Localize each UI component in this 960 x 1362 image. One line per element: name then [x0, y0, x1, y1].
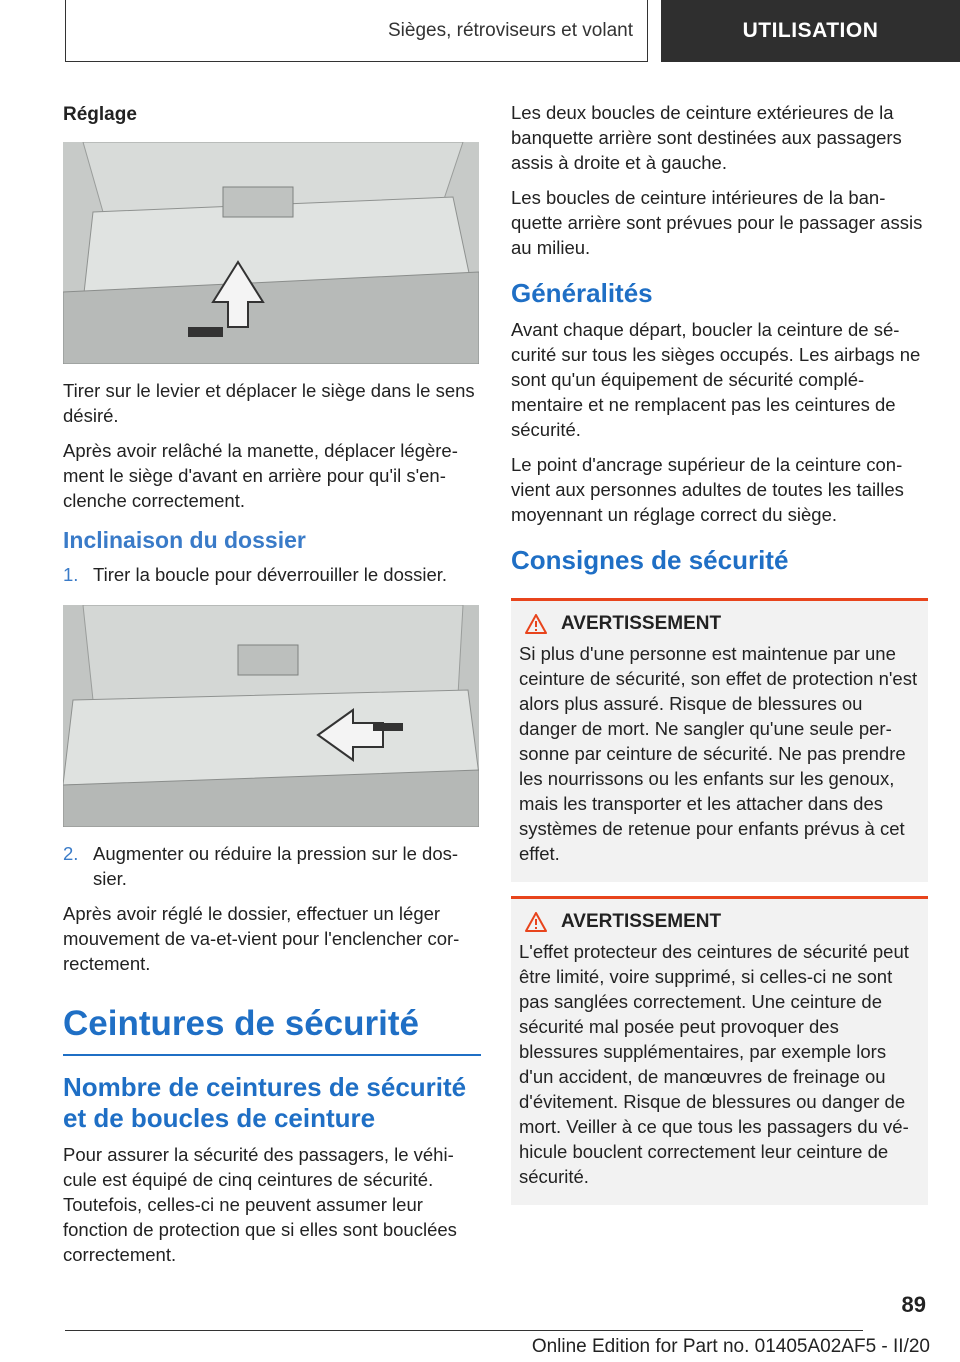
warning-title-1 [519, 613, 920, 635]
warning-title-text: AVERTISSEMENT [561, 613, 722, 634]
list-item [63, 562, 481, 587]
edition-text: Online Edition for Part no. 01405A02AF5 - II/20 [531, 1336, 930, 1357]
ceintures-main-heading: Ceintures de sécurité [63, 1002, 481, 1056]
reglage-heading: Réglage [63, 104, 137, 125]
warning-box-2 [511, 896, 928, 1205]
consignes-heading: Consignes de sécurité [511, 545, 789, 575]
warning-title-2 [519, 911, 920, 933]
step-number: 1. [63, 564, 79, 585]
reglage-para-2: Après avoir relâché la manette, déplacer légèrement le siège d'avant en arrière pour qu'il s'enclenche correctement. [63, 440, 458, 511]
list-item [63, 841, 481, 891]
step-text: Tirer la boucle pour déverrouiller le dossier. [93, 564, 448, 585]
generalites-para-1: Avant chaque départ, boucler la ceinture de sécurité sur tous les sièges occupés. Les airbags ne sont qu'un équipement de sécurité complémentaire et ne remplacent pas les ceintures de sécurité. [511, 319, 921, 440]
boucles-para-1: Les deux boucles de ceinture extérieures de la banquette arrière sont destinées aux passagers assis à droite et à gauche. [511, 102, 902, 173]
header-chapter-tab[interactable] [661, 0, 960, 62]
chapter-title-text: UTILISATION [742, 19, 879, 42]
warning-text-1: Si plus d'une personne est maintenue par une ceinture de sécurité, son effet de protection n'est alors plus assuré. Risque de blessures ou danger de mort. Ne sangler qu'une seule personne par ceinture de sécurité. Ne pas prendre les nourrissons ou les enfants sur les genoux, mais les transporter et les attacher dans des systèmes de retenue pour enfants prévus à cet effet. [519, 643, 918, 864]
warning-title-text: AVERTISSEMENT [561, 911, 722, 932]
nombre-ceintures-para: Pour assurer la sécurité des passagers, le véhicule est équipé de cinq ceintures de sécurité. Toutefois, celles-ci ne peuvent assumer leur fonction de protection que si elles sont bouclées correctement. [63, 1144, 457, 1265]
boucles-para-2: Les boucles de ceinture intérieures de la banquette arrière sont prévues pour le passager assis au milieu. [511, 187, 923, 258]
step-text: Augmenter ou réduire la pression sur le dossier. [93, 843, 459, 889]
reglage-para-1: Tirer sur le levier et déplacer le siège dans le sens désiré. [63, 380, 475, 426]
warning-triangle-icon [525, 614, 547, 634]
generalites-heading: Généralités [511, 278, 653, 308]
nombre-ceintures-heading: Nombre de ceintures de sécurité et de boucles de ceinture [63, 1072, 467, 1133]
inclinaison-heading: Inclinaison du dossier [63, 527, 306, 553]
seat-adjust-illustration [63, 142, 479, 364]
footer-divider [65, 1330, 863, 1331]
backrest-illustration [63, 605, 479, 827]
inclinaison-para: Après avoir réglé le dossier, effectuer un léger mouvement de va-et-vient pour l'enclencher correctement. [63, 903, 460, 974]
page-number: 89 [901, 1292, 926, 1317]
left-column [63, 100, 481, 1277]
inclinaison-steps-1 [63, 562, 481, 587]
warning-box-1 [511, 598, 928, 882]
step-number: 2. [63, 843, 79, 864]
section-title-text: Sièges, rétroviseurs et volant [387, 19, 633, 41]
warning-text-2: L'effet protecteur des ceintures de sécurité peut être limité, voire supprimé, si celles-ci ne sont pas sanglées correctement. Une ceinture de sécurité mal posée peut provoquer des blessures supplémentaires, par exemple lors d'un accident, de manœuvres de freinage ou d'évitement. Risque de blessures ou danger de mort. Veiller à ce que tous les passagers du véhicule bouclent correctement leur ceinture de sécurité. [519, 941, 909, 1187]
generalites-para-2: Le point d'ancrage supérieur de la ceinture convient aux personnes adultes de toutes les tailles moyennant un réglage correct du siège. [511, 454, 904, 525]
warning-triangle-icon [525, 912, 547, 932]
inclinaison-steps-2 [63, 841, 481, 891]
right-column [511, 100, 928, 1219]
header-section-title [65, 0, 648, 62]
